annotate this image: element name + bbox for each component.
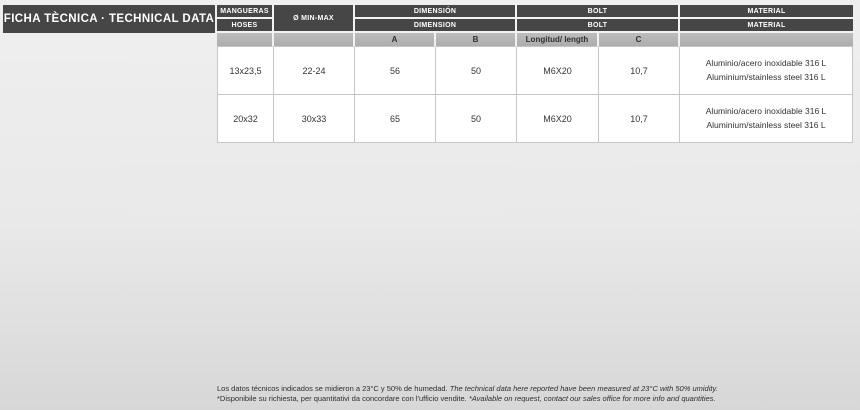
material-spanish: Aluminio/acero inoxidable 316 L: [705, 106, 827, 117]
page-title: FICHA TÈCNICA · TECHNICAL DATA: [3, 5, 215, 33]
footnote-line-1: [217, 384, 718, 394]
subheader-empty-hoses: [217, 33, 274, 47]
subheader-bolt-length: Longitud/ length: [517, 33, 599, 47]
subheader-dimension-a: A: [355, 33, 436, 47]
cell-bolt-c: 10,7: [599, 95, 680, 143]
table-body: [217, 47, 853, 143]
cell-min-max: 22-24: [274, 47, 355, 95]
footnote-line2-english: *Available on request, contact our sales office for more info and quantities.: [468, 394, 716, 403]
footnote-line1-english: The technical data here reported have been measured at 23°C with 50% umidity.: [449, 384, 718, 393]
col-header-dimension-es: DIMENSIÓN: [355, 5, 517, 19]
material-spanish: Aluminio/acero inoxidable 316 L: [705, 58, 827, 69]
footnote-line1-spanish: Los datos técnicos indicados se midieron a 23°C y 50% de humedad.: [217, 384, 450, 393]
cell-hose-size: 20x32: [217, 95, 274, 143]
subheader-empty-minmax: [274, 33, 355, 47]
footnote: [217, 384, 718, 404]
cell-dimension-b: 50: [436, 47, 517, 95]
table-row: [217, 95, 853, 143]
col-header-hoses: HOSES: [217, 19, 274, 33]
cell-dimension-b: 50: [436, 95, 517, 143]
cell-bolt-length: M6X20: [517, 95, 599, 143]
technical-data-table: [217, 5, 853, 143]
cell-dimension-a: 56: [355, 47, 436, 95]
subheader-dimension-b: B: [436, 33, 517, 47]
cell-hose-size: 13x23,5: [217, 47, 274, 95]
cell-dimension-a: 65: [355, 95, 436, 143]
col-header-material-es: MATERIAL: [680, 5, 853, 19]
col-header-dimension-en: DIMENSION: [355, 19, 517, 33]
cell-material: [680, 47, 853, 95]
cell-bolt-c: 10,7: [599, 47, 680, 95]
col-header-min-max: Ø MIN-MAX: [274, 5, 355, 33]
subheader-row: [217, 33, 853, 47]
table-header: [217, 5, 853, 47]
material-english: Aluminium/stainless steel 316 L: [706, 119, 826, 130]
col-header-material-en: MATERIAL: [680, 19, 853, 33]
footnote-line2-italian: *Disponibile su richiesta, per quantitativi da concordare con l'ufficio vendite.: [217, 394, 469, 403]
col-header-bolt-es: BOLT: [517, 5, 680, 19]
footnote-line-2: [217, 394, 718, 404]
table-row: [217, 47, 853, 95]
cell-material: [680, 95, 853, 143]
col-header-bolt-en: BOLT: [517, 19, 680, 33]
cell-min-max: 30x33: [274, 95, 355, 143]
col-header-mangueras: MANGUERAS: [217, 5, 274, 19]
header-row-spanish: [217, 5, 853, 19]
subheader-bolt-c: C: [599, 33, 680, 47]
material-english: Aluminium/stainless steel 316 L: [706, 71, 826, 82]
cell-bolt-length: M6X20: [517, 47, 599, 95]
subheader-empty-material: [680, 33, 853, 47]
